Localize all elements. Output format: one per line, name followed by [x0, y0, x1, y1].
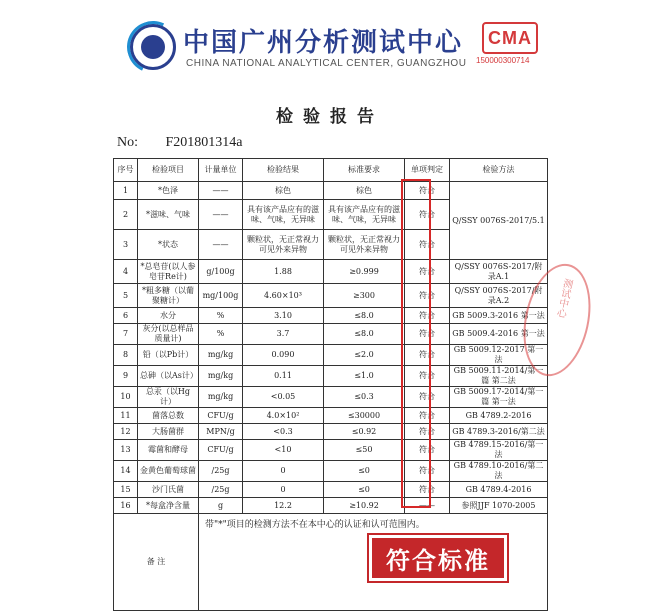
row-no: 2 [114, 200, 138, 230]
row-requirement: ≤8.0 [324, 308, 405, 324]
row-item: *色泽 [138, 182, 199, 200]
row-judgement: 符合 [405, 324, 450, 345]
row-method: Q/SSY 0076S-2017/附录A.1 [450, 260, 548, 284]
row-no: 6 [114, 308, 138, 324]
row-requirement: ≥0.999 [324, 260, 405, 284]
table-row [114, 366, 548, 387]
row-unit: mg/kg [199, 387, 243, 408]
row-method: GB 5009.4-2016 第一法 [450, 324, 548, 345]
row-unit: mg/kg [199, 366, 243, 387]
row-method: GB 5009.11-2014/第一篇 第二法 [450, 366, 548, 387]
table-row [114, 387, 548, 408]
header-method: 检验方法 [450, 159, 548, 182]
row-method: 参照JJF 1070-2005 [450, 498, 548, 514]
row-result: 3.10 [243, 308, 324, 324]
table-row [114, 324, 548, 345]
row-method: GB 5009.12-2017 第一法 [450, 345, 548, 366]
row-unit: g [199, 498, 243, 514]
nacc-logo-icon [130, 24, 176, 70]
row-no: 10 [114, 387, 138, 408]
row-requirement: ≤30000 [324, 408, 405, 424]
row-unit: % [199, 308, 243, 324]
table-row [114, 498, 548, 514]
row-no: 16 [114, 498, 138, 514]
row-result: <0.3 [243, 424, 324, 440]
row-no: 7 [114, 324, 138, 345]
row-item: 大肠菌群 [138, 424, 199, 440]
row-no: 1 [114, 182, 138, 200]
row-unit: —— [199, 200, 243, 230]
org-name-en: CHINA NATIONAL ANALYTICAL CENTER, GUANGZHOU [186, 58, 467, 69]
row-item: 沙门氏菌 [138, 482, 199, 498]
row-no: 8 [114, 345, 138, 366]
header-no: 序号 [114, 159, 138, 182]
row-judgement: 符合 [405, 308, 450, 324]
row-unit: CFU/g [199, 440, 243, 461]
page-title: 检验报告 [276, 107, 384, 127]
row-unit: % [199, 324, 243, 345]
row-item: 霉菌和酵母 [138, 440, 199, 461]
seal-text: 测试中心 [553, 277, 573, 319]
row-result: <10 [243, 440, 324, 461]
row-method: GB 4789.10-2016/第二法 [450, 461, 548, 482]
row-unit: /25g [199, 461, 243, 482]
row-requirement: 棕色 [324, 182, 405, 200]
row-no: 9 [114, 366, 138, 387]
row-judgement: 符合 [405, 260, 450, 284]
row-requirement: ≤50 [324, 440, 405, 461]
row-requirement: ≤0.3 [324, 387, 405, 408]
row-method: GB 4789.3-2016/第二法 [450, 424, 548, 440]
row-no: 4 [114, 260, 138, 284]
header-result: 检验结果 [243, 159, 324, 182]
row-result: 4.60×10³ [243, 284, 324, 308]
row-result: 0.11 [243, 366, 324, 387]
row-method: GB 4789.15-2016/第一法 [450, 440, 548, 461]
row-result: 0.090 [243, 345, 324, 366]
row-judgement: 符合 [405, 408, 450, 424]
table-header-row [114, 159, 548, 182]
row-unit: g/100g [199, 260, 243, 284]
row-item: *粗多糖（以葡聚糖计） [138, 284, 199, 308]
header-judgement: 单项判定 [405, 159, 450, 182]
remark-label: 备 注 [114, 514, 199, 611]
row-judgement: 符合 [405, 366, 450, 387]
table-row [114, 461, 548, 482]
row-no: 14 [114, 461, 138, 482]
row-item: *状态 [138, 230, 199, 260]
row-item: 总砷（以As计） [138, 366, 199, 387]
row-judgement: 符合 [405, 182, 450, 200]
row-item: 总汞（以Hg计） [138, 387, 199, 408]
report-number [117, 135, 243, 151]
cma-mark: CMA [482, 22, 538, 54]
row-method: GB 4789.2-2016 [450, 408, 548, 424]
remark-text: 带"*"项目的检测方法不在本中心的认证和认可范围内。 [199, 514, 548, 611]
row-result: 具有该产品应有的滋味、气味，无异味 [243, 200, 324, 230]
row-item: *滋味、气味 [138, 200, 199, 230]
row-result: 0 [243, 461, 324, 482]
row-requirement: ≥10.92 [324, 498, 405, 514]
report-number-label: No: [117, 135, 138, 150]
row-unit: MPN/g [199, 424, 243, 440]
row-requirement: ≤0 [324, 482, 405, 498]
row-requirement: ≥300 [324, 284, 405, 308]
row-unit: CFU/g [199, 408, 243, 424]
row-judgement: —— [405, 498, 450, 514]
row-item: 灰分(以总样品质量计) [138, 324, 199, 345]
row-requirement: ≤0.92 [324, 424, 405, 440]
row-result: <0.05 [243, 387, 324, 408]
row-no: 12 [114, 424, 138, 440]
row-unit: /25g [199, 482, 243, 498]
row-result: 12.2 [243, 498, 324, 514]
row-item: 水分 [138, 308, 199, 324]
row-method: GB 5009.17-2014/第一篇 第一法 [450, 387, 548, 408]
row-requirement: ≤1.0 [324, 366, 405, 387]
header-requirement: 标准要求 [324, 159, 405, 182]
row-judgement: 符合 [405, 200, 450, 230]
row-judgement: 符合 [405, 387, 450, 408]
row-method: Q/SSY 0076S-2017/5.1 [450, 182, 548, 260]
compliance-stamp: 符合标准 [369, 535, 507, 581]
row-item: *总皂苷(以人参皂苷Re计) [138, 260, 199, 284]
row-no: 11 [114, 408, 138, 424]
row-unit: —— [199, 230, 243, 260]
row-judgement: 符合 [405, 284, 450, 308]
row-unit: mg/kg [199, 345, 243, 366]
row-judgement: 符合 [405, 482, 450, 498]
org-name: 中国广州分析测试中心 [183, 28, 464, 58]
row-judgement: 符合 [405, 440, 450, 461]
row-requirement: 颗粒状，无正常视力可见外来异物 [324, 230, 405, 260]
table-row [114, 408, 548, 424]
table-row [114, 308, 548, 324]
row-judgement: 符合 [405, 230, 450, 260]
table-row [114, 260, 548, 284]
row-result: 4.0×10² [243, 408, 324, 424]
row-method: GB 4789.4-2016 [450, 482, 548, 498]
row-requirement: 具有该产品应有的滋味、气味，无异味 [324, 200, 405, 230]
row-judgement: 符合 [405, 345, 450, 366]
row-method: Q/SSY 0076S-2017/附录A.2 [450, 284, 548, 308]
table-row [114, 424, 548, 440]
row-item: 铅（以Pb计） [138, 345, 199, 366]
table-row [114, 440, 548, 461]
report-number-value: F201801314a [165, 135, 243, 150]
row-judgement: 符合 [405, 424, 450, 440]
row-item: 菌落总数 [138, 408, 199, 424]
row-judgement: 符合 [405, 461, 450, 482]
row-no: 3 [114, 230, 138, 260]
report-header [0, 0, 660, 90]
header-item: 检验项目 [138, 159, 199, 182]
row-unit: mg/100g [199, 284, 243, 308]
row-requirement: ≤0 [324, 461, 405, 482]
row-requirement: ≤2.0 [324, 345, 405, 366]
cma-number: 150000300714 [476, 56, 530, 65]
table-row [114, 284, 548, 308]
row-result: 棕色 [243, 182, 324, 200]
row-item: 金黄色葡萄球菌 [138, 461, 199, 482]
row-result: 1.88 [243, 260, 324, 284]
table-row [114, 482, 548, 498]
header-unit: 计量单位 [199, 159, 243, 182]
row-item: *每盒净含量 [138, 498, 199, 514]
row-requirement: ≤8.0 [324, 324, 405, 345]
row-result: 颗粒状，无正常视力可见外来异物 [243, 230, 324, 260]
judgement-highlight-box [401, 179, 431, 508]
row-result: 0 [243, 482, 324, 498]
row-no: 5 [114, 284, 138, 308]
row-result: 3.7 [243, 324, 324, 345]
table-row [114, 345, 548, 366]
table-row [114, 182, 548, 200]
row-unit: —— [199, 182, 243, 200]
row-no: 13 [114, 440, 138, 461]
row-no: 15 [114, 482, 138, 498]
row-method: GB 5009.3-2016 第一法 [450, 308, 548, 324]
